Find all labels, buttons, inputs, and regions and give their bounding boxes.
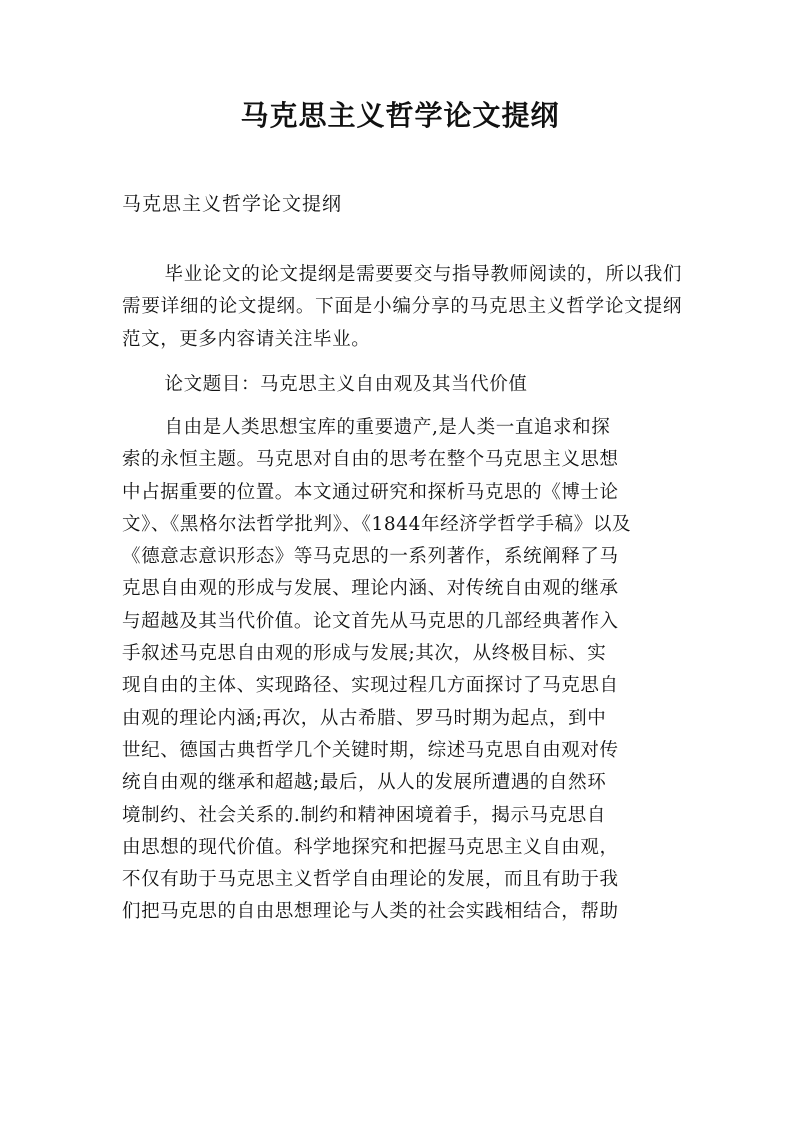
body-line: 手叙述马克思自由观的形成与发展;其次，从终极目标、实 [122,643,607,665]
body-line: 自由是人类思想宝库的重要遗产,是人类一直追求和探 [164,417,611,438]
body-line: 文》、《黑格尔法哲学批判》、《1844年经济学哲学手稿》以及 [122,513,632,535]
body-line: 索的永恒主题。马克思对自由的思考在整个马克思主义思想 [122,449,619,471]
body-line: 中占据重要的位置。本文通过研究和探析马克思的《博士论 [122,481,619,503]
body-line: 与超越及其当代价值。论文首先从马克思的几部经典著作入 [122,610,619,632]
body-line: 由观的理论内涵;再次，从古希腊、罗马时期为起点，到中 [122,707,607,729]
document-subtitle: 马克思主义哲学论文提纲 [122,193,343,215]
document-title: 马克思主义哲学论文提纲 [240,99,560,132]
body-line: 《德意志意识形态》等马克思的一系列著作，系统阐释了马 [122,546,619,568]
body-line: 克思自由观的形成与发展、理论内涵、对传统自由观的继承 [122,578,619,600]
body-paragraph [122,412,682,929]
body-line: 不仅有助于马克思主义哲学自由理论的发展，而且有助于我 [122,869,619,891]
thesis-topic: 论文题目：马克思主义自由观及其当代价值 [164,374,528,395]
body-line: 世纪、德国古典哲学几个关键时期，综述马克思自由观对传 [122,739,619,761]
body-line: 由思想的现代价值。科学地探究和把握马克思主义自由观， [122,836,619,858]
body-line: 们把马克思的自由思想理论与人类的社会实践相结合，帮助 [122,901,619,923]
body-line: 统自由观的继承和超越;最后，从人的发展所遭遇的自然环 [122,772,607,794]
body-line: 境制约、社会关系的.制约和精神困境着手，揭示马克思自 [122,804,606,826]
body-line: 现自由的主体、实现路径、实现过程几方面探讨了马克思自 [122,675,619,697]
intro-paragraph: 毕业论文的论文提纲是需要要交与指导教师阅读的，所以我们需要详细的论文提纲。下面是小编分享的马克思主义哲学论文提纲范文，更多内容请关注毕业。 [122,264,682,350]
